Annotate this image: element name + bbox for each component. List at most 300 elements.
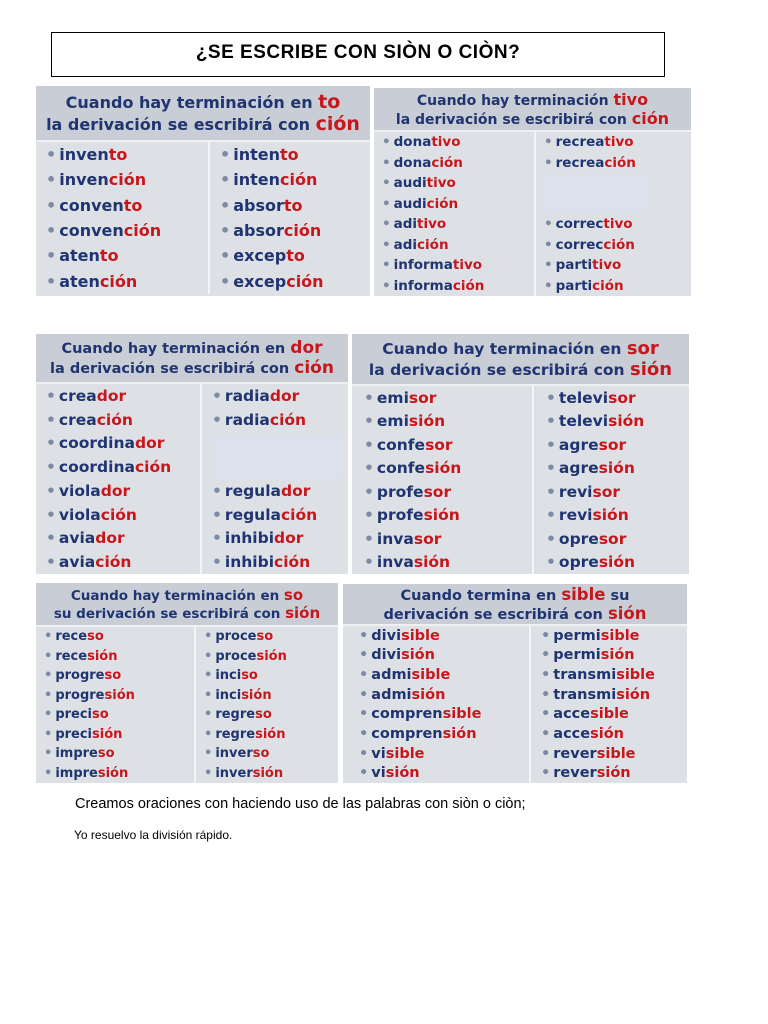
word-stem: vi [371,745,386,762]
word-stem: informa [393,277,453,294]
word-columns [374,132,691,296]
word-suffix: sible [616,667,655,684]
word-suffix: sión [598,459,635,478]
word-stem: inhibi [224,529,275,548]
word-item [46,145,208,164]
bullet-icon: • [359,745,369,762]
word-stem: aten [59,246,100,266]
header-line2: la derivación se escribirá con [46,115,316,134]
word-item [359,628,529,644]
word-stem: progre [55,668,105,684]
word-column-right [534,132,691,296]
card-header [343,584,687,626]
word-stem: viola [58,505,101,524]
word-suffix: sor [598,529,627,548]
word-item [204,688,338,703]
word-suffix: sión [590,725,624,742]
word-suffix: sor [413,529,442,548]
word-stem: audi [393,195,427,212]
word-stem: transmi [553,667,617,684]
bullet-icon: • [359,686,369,703]
word-item [212,482,348,500]
word-stem: emi [376,412,409,431]
word-item [46,272,208,291]
bullet-icon: • [364,529,374,548]
word-item [382,237,534,253]
word-suffix: ción [134,458,172,477]
word-suffix: tivo [604,134,634,151]
word-suffix: dor [269,386,300,405]
word-item [546,459,689,477]
header-line2: la derivación se escribirá con [50,361,295,377]
word-stem: radia [224,386,270,405]
word-suffix: ción [417,236,449,253]
bullet-icon: • [204,687,213,703]
card-so [36,583,338,783]
bullet-icon: • [364,482,374,501]
word-stem: avia [58,553,96,572]
sentence-text: Yo resuelvo la división rápido. [74,828,233,842]
word-item [364,506,532,524]
bullet-icon: • [546,388,556,407]
word-suffix: sión [598,553,636,572]
word-stem: agre [558,435,599,454]
word-item [44,746,194,761]
card-dor [36,334,348,574]
word-suffix: sible [590,706,629,723]
blank-box [212,435,342,479]
word-suffix: tivo [426,175,456,192]
bullet-icon: • [220,145,231,165]
word-item [382,278,534,294]
word-stem: revi [558,506,593,525]
bullet-icon: • [220,170,231,190]
word-item [541,647,687,663]
header-suffix: ción [315,113,360,135]
word-stem: viola [58,481,101,500]
bullet-icon: • [546,435,556,454]
word-item [212,553,348,571]
word-item [46,553,200,571]
word-suffix: sión [97,765,129,781]
bullet-icon: • [220,246,231,266]
blank-box [541,177,647,211]
word-suffix: sor [408,388,437,407]
word-stem: adi [393,216,418,233]
card-header [36,334,348,384]
word-item [359,765,529,781]
word-stem: rece [55,629,88,645]
word-column-left [36,627,194,783]
word-stem: inten [233,145,280,165]
bullet-icon: • [44,668,53,684]
word-item [46,411,200,429]
word-stem: regula [224,505,281,524]
bullet-icon: • [46,271,57,291]
word-suffix: dor [134,434,165,453]
bullet-icon: • [364,388,374,407]
word-suffix: dor [95,529,125,548]
word-suffix: ción [592,277,624,294]
word-suffix: sión [608,412,645,431]
word-stem: regre [215,726,256,742]
word-item [44,766,194,781]
word-stem: opre [558,553,599,572]
word-suffix: ción [274,553,311,572]
word-suffix: sor [608,388,636,407]
word-column-left [352,386,532,574]
card-header [374,88,691,132]
word-stem: parti [555,277,593,294]
bullet-icon: • [46,410,56,429]
word-stem: audi [393,175,427,192]
bullet-icon: • [382,195,391,212]
bullet-icon: • [382,134,391,151]
word-suffix: tivo [452,257,483,274]
bullet-icon: • [546,412,556,431]
bullet-icon: • [541,667,551,684]
bullet-icon: • [359,706,369,723]
word-stem: acce [553,706,591,723]
bullet-icon: • [46,529,56,548]
bullet-icon: • [546,529,556,548]
word-stem: inva [376,553,414,572]
word-stem: impre [55,765,98,781]
word-stem: divi [371,627,402,644]
word-stem: inver [215,746,253,762]
word-item [546,530,689,548]
word-column-left [343,626,529,783]
word-item [44,727,194,742]
word-suffix: ción [426,195,459,212]
word-stem: adi [393,236,418,253]
bullet-icon: • [220,221,231,241]
word-item [546,483,689,501]
header-line2: su derivación se escribirá con [53,606,286,622]
word-stem: vi [371,765,386,782]
word-stem: radia [224,410,270,429]
bullet-icon: • [364,435,374,454]
word-stem: confe [376,435,426,454]
word-stem: regula [224,481,281,500]
word-item [382,196,534,212]
word-suffix: ción [604,154,636,171]
bullet-icon: • [212,481,222,500]
word-stem: rece [55,648,88,664]
word-suffix: sión [408,412,446,431]
word-stem: inven [59,145,109,165]
card-header [352,334,689,386]
word-stem: proce [215,648,257,664]
word-suffix: ción [99,271,138,291]
bullet-icon: • [46,170,57,190]
word-item [220,246,370,265]
word-item [544,134,691,150]
word-item [359,746,529,762]
header-line1: Cuando termina en [400,588,562,604]
bullet-icon: • [204,648,213,664]
word-stem: acce [553,725,591,742]
card-sor [352,334,689,574]
page-title: ¿SE ESCRIBE CON SIÒN O CIÒN? [51,32,665,77]
word-stem: preci [55,707,93,723]
word-item [382,134,534,150]
word-stem: coordina [58,434,135,453]
word-suffix: so [252,746,270,762]
header-suffix: to [318,91,341,113]
word-suffix: dor [100,481,131,500]
bullet-icon: • [382,277,391,294]
word-item [44,649,194,664]
word-stem: dona [393,134,432,151]
word-stem: inhibi [224,553,275,572]
bullet-icon: • [46,505,56,524]
word-stem: admi [371,667,412,684]
bullet-icon: • [212,529,222,548]
word-suffix: sor [423,482,452,501]
card-header [36,86,370,142]
bullet-icon: • [544,236,553,253]
word-suffix: so [255,707,272,723]
word-stem: profe [376,482,424,501]
word-stem: revi [558,482,593,501]
word-suffix: ción [286,271,324,291]
word-item [46,246,208,265]
word-column-left [36,384,200,574]
word-stem: excep [233,246,287,266]
word-stem: permi [553,627,601,644]
word-item [364,530,532,548]
header-suffix: dor [290,338,323,358]
word-stem: coordina [58,458,135,477]
word-item [546,553,689,571]
bullet-icon: • [382,236,391,253]
bullet-icon: • [546,459,556,478]
header-suffix: sible [561,585,606,604]
bullet-icon: • [44,707,53,723]
word-item [44,688,194,703]
bullet-icon: • [46,481,56,500]
bullet-icon: • [359,765,369,782]
word-item [204,746,338,761]
word-item [546,389,689,407]
word-suffix: ción [95,553,132,572]
bullet-icon: • [204,707,213,723]
word-stem: inver [215,765,253,781]
word-column-right [200,384,348,574]
bullet-icon: • [46,553,56,572]
word-stem: absor [233,221,284,241]
word-columns [36,384,348,574]
header-line1-tail: su [605,588,630,604]
word-suffix: sión [616,686,651,703]
bullet-icon: • [220,271,231,291]
word-item [541,687,687,703]
word-item [212,506,348,524]
word-stem: confe [376,459,426,478]
word-suffix: sión [600,647,635,664]
word-stem: inten [233,170,280,190]
word-suffix: sor [592,482,621,501]
word-item [204,766,338,781]
word-suffix: so [241,668,258,684]
word-item [204,707,338,722]
word-stem: excep [233,271,287,291]
bullet-icon: • [541,745,551,762]
word-suffix: sión [92,726,123,742]
word-item [44,668,194,683]
word-suffix: to [283,195,303,215]
word-item [212,387,348,405]
word-suffix: ción [269,410,307,429]
word-item [544,257,691,273]
bullet-icon: • [364,506,374,525]
word-item [46,221,208,240]
word-suffix: so [256,629,274,645]
word-suffix: sión [411,686,446,703]
header-suffix: so [283,586,304,604]
word-stem: transmi [553,686,617,703]
word-item [359,667,529,683]
word-suffix: sión [241,687,272,703]
word-item [546,506,689,524]
word-suffix: sión [252,765,284,781]
word-stem: compren [371,725,443,742]
word-columns [343,626,687,783]
word-item [46,482,200,500]
word-item [364,553,532,571]
header-suffix: sión [630,359,673,380]
bullet-icon: • [364,553,374,572]
bullet-icon: • [544,277,553,294]
word-stem: admi [371,686,412,703]
word-item [220,221,370,240]
word-stem: compren [371,706,443,723]
word-suffix: to [286,246,305,266]
word-suffix: sible [401,627,440,644]
bullet-icon: • [44,687,53,703]
word-suffix: sible [600,627,640,644]
bullet-icon: • [44,648,53,664]
word-stem: televi [558,412,609,431]
word-suffix: sión [596,765,631,782]
word-suffix: ción [123,221,162,241]
word-item [44,629,194,644]
word-suffix: sión [592,506,629,525]
header-line1: Cuando hay terminación en [70,588,284,604]
bullet-icon: • [364,459,374,478]
bullet-icon: • [541,647,551,664]
word-item [212,529,348,547]
bullet-icon: • [359,647,369,664]
word-item [546,412,689,430]
word-suffix: sión [425,459,462,478]
bullet-icon: • [359,725,369,742]
card-tivo [374,88,691,296]
bullet-icon: • [544,257,553,274]
word-item [220,170,370,189]
word-item [541,746,687,762]
bullet-icon: • [544,134,553,151]
bullet-icon: • [46,458,56,477]
bullet-icon: • [544,154,553,171]
word-columns [36,142,370,294]
word-column-left [36,142,208,294]
bullet-icon: • [541,686,551,703]
word-suffix: to [280,145,299,165]
word-suffix: ción [100,505,137,524]
word-stem: inven [59,170,109,190]
word-stem: recrea [555,154,605,171]
bullet-icon: • [204,765,213,781]
header-line1: Cuando hay terminación en [382,340,627,358]
bullet-icon: • [44,726,53,742]
word-stem: opre [558,529,599,548]
word-item [359,726,529,742]
bullet-icon: • [544,216,553,233]
word-suffix: dor [280,481,311,500]
word-stem: avia [58,529,96,548]
bullet-icon: • [382,175,391,192]
word-item [220,272,370,291]
word-item [541,765,687,781]
word-item [541,726,687,742]
word-stem: recrea [555,134,605,151]
word-stem: conven [59,195,124,215]
bullet-icon: • [212,553,222,572]
word-suffix: dor [96,386,127,405]
word-item [364,412,532,430]
word-suffix: sión [413,553,451,572]
bullet-icon: • [212,386,222,405]
bullet-icon: • [382,154,391,171]
word-stem: inva [376,529,414,548]
card-to [36,86,370,296]
word-stem: impre [55,746,98,762]
word-suffix: tivo [431,134,461,151]
bullet-icon: • [46,434,56,453]
word-column-right [208,142,370,294]
bullet-icon: • [204,629,213,645]
header-line1: Cuando hay terminación en [65,93,319,112]
word-stem: permi [553,647,601,664]
word-columns [352,386,689,574]
header-line1: Cuando hay terminación [416,93,614,109]
word-item [46,434,200,452]
word-suffix: sor [598,435,627,454]
word-stem: preci [55,726,93,742]
word-suffix: ción [96,410,133,429]
word-item [544,216,691,232]
word-stem: informa [393,257,453,274]
card-header [36,583,338,627]
word-suffix: so [104,668,122,684]
word-suffix: to [99,246,119,266]
header-suffix: sor [626,338,659,359]
word-stem: divi [371,647,402,664]
word-item [364,436,532,454]
bullet-icon: • [382,216,391,233]
word-suffix: ción [603,236,635,253]
word-stem: parti [555,257,593,274]
bullet-icon: • [541,725,551,742]
word-column-left [374,132,534,296]
word-columns [36,627,338,783]
word-suffix: ción [452,277,485,294]
bullet-icon: • [204,668,213,684]
word-column-right [529,626,687,783]
word-suffix: sible [385,745,425,762]
